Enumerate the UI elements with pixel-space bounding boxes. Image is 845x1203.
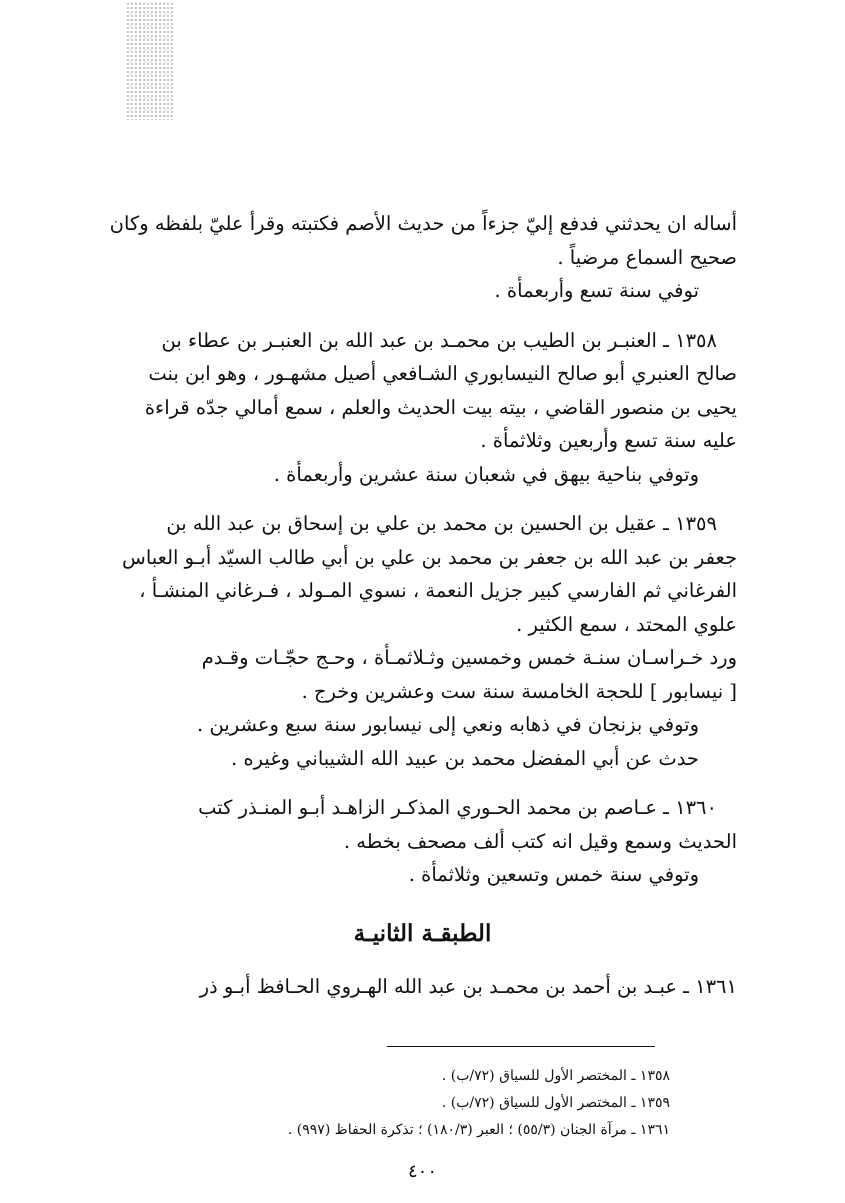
- page-number: ٤٠٠: [407, 1161, 437, 1182]
- main-text: [107, 207, 737, 892]
- text-line: وتوفي سنة خمس وتسعين وثلاثمأة .: [408, 863, 699, 886]
- text-line: يحيى بن منصور القاضي ، بيته بيت الحديث والعلم ، سمع أمالي جدّه قراءة: [144, 395, 737, 419]
- section-heading: الطبقـة الثانيـة: [353, 920, 492, 947]
- text-line: صحيح السماع مرضياً .: [557, 245, 737, 269]
- text-line: حدث عن أبي المفضل محمد بن عبيد الله الشيباني وغيره .: [231, 746, 699, 770]
- text-line: الحديث وسمع وقيل انه كتب ألف مصحف بخطه .: [343, 829, 737, 853]
- footnote-item: ١٣٦١ ـ مرآة الجنان (٥٥/٣) ؛ العبر (١٨٠/٣) ؛ تذكرة الحفاظ (٩٩٧) .: [287, 1122, 670, 1138]
- footnote-item: ١٣٥٩ ـ المختصر الأول للسياق (٧٢/ب) .: [441, 1095, 670, 1111]
- text-line: الفرغاني ثم الفارسي كبير جزيل النعمة ، نسوي المـولد ، فـرغاني المنشـأ ،: [139, 579, 737, 602]
- text-line: وتوفي بناحية بيهق في شعبان سنة عشرين وأربعمأة .: [273, 462, 699, 486]
- text-line: توفي سنة تسع وأربعمأة .: [494, 279, 699, 302]
- text-line: ورد خـراسـان سنـة خمس وخمسين وثـلاثمـأة ، وحـج حجّـات وقـدم: [201, 646, 737, 669]
- entry-1359-line: ١٣٥٩ ـ عقيل بن الحسين بن محمد بن علي بن إسحاق بن عبد الله بن: [166, 512, 717, 535]
- text-line: عليه سنة تسع وأربعين وثلاثمأة .: [480, 429, 737, 452]
- entry-1358-line: ١٣٥٨ ـ العنبـر بن الطيب بن محمـد بن عبد الله بن العنبـر بن عطاء بن: [161, 328, 717, 352]
- text-line: وتوفي بزنجان في ذهابه ونعي إلى نيسابور سنة سبع وعشرين .: [197, 713, 699, 736]
- text-line: [ نيسابور ] للحجة الخامسة سنة ست وعشرين وخرج .: [301, 679, 737, 703]
- text-line: علوي المحتد ، سمع الكثير .: [516, 612, 737, 636]
- footnotes: [220, 1063, 670, 1144]
- text-line: جعفر بن عبد الله بن جعفر بن محمد بن علي بن أبي طالب السيّد أبـو العباس: [122, 545, 737, 569]
- scan-artifact: [126, 2, 174, 120]
- footnote-divider: [387, 1046, 655, 1047]
- text-line: أساله ان يحدثني فدفع إليّ جزءاً من حديث الأصم فكتبته وقرأ عليّ بلفظه وكان: [109, 212, 737, 235]
- entry-1361-line: ١٣٦١ ـ عبـد بن أحمد بن محمـد بن عبد الله الهـروي الحـافظ أبـو ذر: [199, 975, 737, 998]
- entry-1360-line: ١٣٦٠ ـ عـاصم بن محمد الحـوري المذكـر الزاهـد أبـو المنـذر كتب: [198, 796, 717, 819]
- text-line: صالح العنبري أبو صالح النيسابوري الشـافعي أصيل مشهـور ، وهو ابن بنت: [148, 362, 737, 385]
- footnote-item: ١٣٥٨ ـ المختصر الأول للسياق (٧٢/ب) .: [441, 1068, 670, 1084]
